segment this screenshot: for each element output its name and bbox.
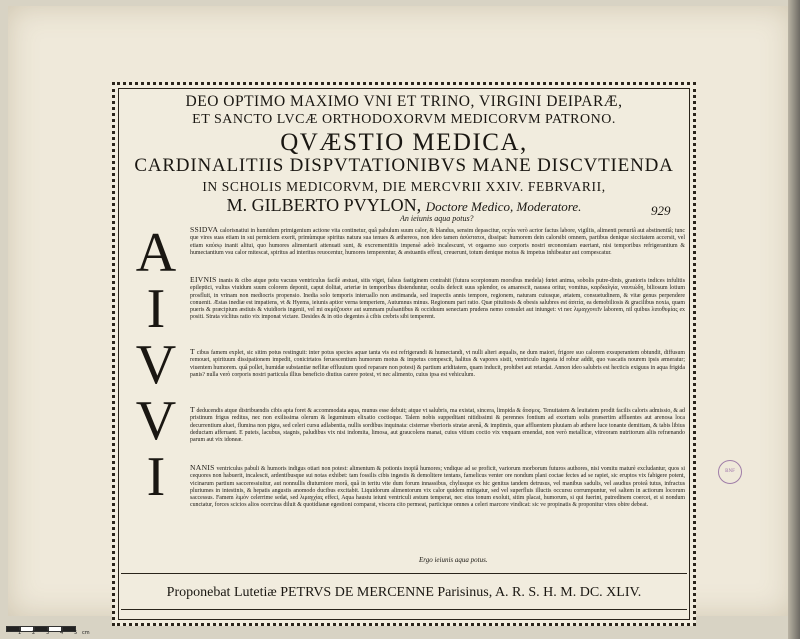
measurement-scale [6, 626, 92, 635]
initial-letter: V [135, 334, 177, 396]
paragraph-opening: T [190, 406, 195, 414]
body-paragraph [190, 406, 685, 458]
paragraph-opening: NANIS [190, 464, 215, 472]
date-line: IN SCHOLIS MEDICORVM, DIE MERCVRII XXIV. FEBRVARII, [202, 179, 606, 194]
divider-rule [121, 573, 687, 574]
scale-tick-label: 4 [60, 630, 64, 636]
initial-letter: I [146, 278, 166, 340]
imprint-footer: Proponebat Lutetiæ PETRVS DE MERCENNE Parisinus, A. R. S. H. M. DC. XLIV. [166, 585, 642, 600]
initial-letter: A [135, 222, 177, 284]
paragraph-opening: SSIDVA [190, 226, 219, 234]
dedication-line-2: ET SANCTO LVCÆ ORTHODOXORVM MEDICORVM PATRONO. [192, 112, 616, 127]
scale-tick-label: 3 [46, 630, 50, 636]
paragraph-opening: T [190, 348, 195, 356]
body-paragraph [190, 348, 685, 400]
subtitle-line: CARDINALITIIS DISPVTATIONIBVS MANE DISCVTIENDA [134, 155, 674, 176]
paragraph-text: cibus famem explet, sic sitim potus restinguit: inter potus species aquæ tanta vis est refrigerandi & humectandi, vt nulli alteri æqualis, ne dum maiori, frigore suo calorem exsuperantem obtundit, diffusum remouet, spirituum dissipationem impedit, conicirtatos feruescentium humorum motus & impetus compescit, halitus & vapores sistit, ventriculo ingesta id robur addit, quo vascatis nourem ipsis æmeratur; viuentem humorem. quâ pollet, humidæ substantiæ neflitæ effluuium quod reparare non potest) & partium ariditatem, quam inducit, prohibet aut retardat. Annon ideo salubris est hecticis exiguus in aqua frigida panis? nulla verò corporis nostri particula illius beneficio diutius carere potest, vt nec alimento, cuius ipsa est vehiculum. [190, 350, 685, 378]
scale-tick-label: 2 [32, 630, 36, 636]
moderator-line [115, 195, 693, 216]
initial-letter: V [135, 390, 177, 452]
paragraph-opening: EIVNIS [190, 276, 217, 284]
divider-rule [121, 609, 687, 610]
moderator-name: M. GILBERTO PVYLON, [226, 195, 422, 215]
paragraph-text: calorisnatiui in humidum primigenium actione vita continetur, quâ pabulum suum calor, & blandus, sensim depascitur, ocyùs verò acrior factus labore, vigiliis, alimenti penuriâ aut abstinentiâ; tunc que vires suas etiam in sui perniciem exerit, primùmque spiritus natura sua tenues & æthereos, non ideo tamen ἀσύστατοι, dissipat: humorem dein calorsibi omnem, partibus denique siccitatem accersit, vel etiam καύσῳ inanit alitui, quo humores alimentarii attenuati sunt, & excrementitiis impensè adeò incalescunt, vt orgasmo suo corporis nostri œconomiam euertant, nisi temporibus refrigerantium & humectantium vsu calor mitescat, spiritus ad interitus reuocentur, humores temperentur, & æstuantis effeui, creuerunt, totum denique motus & impetus inhibeatur aut compescatur. [190, 228, 685, 256]
scale-tick-label: 1 [18, 630, 22, 636]
dedication-line-1: DEO OPTIMO MAXIMO VNI ET TRINO, VIRGINI DEIPARÆ, [185, 93, 623, 110]
moderator-role: Doctore Medico, Moderatore. [425, 199, 582, 214]
paragraph-text: inanis & cibo atque potu vacuus ventriculus facilè æstuat, sitis viget, falsus fastiginem contrahit (futura scorpionum morsibus medela) fœtet anima, sobolis putre-dinis, granioris indices infulitis epileptici, vultus viuidum suum colorem deponit, caput dolitat, arteriæ in temporibus distenduntur, oculis defecit suus splendor, os amarescit, nausea oritur, vomitus, καρδιαλγία, ναυτιώδη, biliosum lotium prosfluit, in vrinam non mediocris propensio. Inedia solo temporis interuallo non æstimanda, sed inspectis annis tempore, regionem, naturam cuiusque, ætatem, consuetudinem, & vitæ genus perpendere conuenit. Æstas inediæ est impatiens, vt & Hyems, ieiunis aptior verna temperiem, Autumnus minus. Regionum pari ratio. Quæ pituitosis & obesis salubres est ἀσιτία, ea demobiliosis & gracilibus noxia, quam pueris & præcipium æstiuis & viuidioris ingenii, vel mi ακμάζουσιν aut summam pulsantibus & occiduum senectam prudens nemo consulet aut iniunget: vt nec λιμαγχονεῖν laborem, nil quibus λιποθυμίας ex positi. Strata viclitus ratio vix imponat victare. Desides & in otio degentes à cibis crebris sibi temperent. [190, 278, 685, 321]
body-paragraph [190, 226, 685, 270]
conclusion-line: Ergo ieiunis aqua potus. [419, 556, 488, 564]
body-paragraph [190, 464, 685, 552]
library-stamp: BNF [718, 460, 742, 484]
page-title: QVÆSTIO MEDICA, [280, 129, 528, 156]
page-number: 929 [651, 203, 671, 218]
scale-unit-label: cm [82, 630, 90, 636]
book-gutter [788, 0, 800, 639]
paragraph-text: deducendis atque distribuendis cibis apta foret & accommodata aqua, munus esse debuit; atque vt salubris, ma existat, sincera, limpida & ἄοσμος. Tenuitatem & leuitatem prodit facilis caloris admissio, & ad pristinum frigus reditus, nec non exilissima olerum & leguminum elixatio coctioque. Talem nobis suppeditant nitidissimi & perennes fontium ad exortum solis præsertim affluentes aut arenosa loca decurrentium aluei, flumina non pigra, sed celeri cursu adlabentia, nullis sordibus inquinata: cisternæ vberioris stratæ arenâ, & imptimis, quæ affluentem pluuiam ab æthere luce tonante demittam, & tabis libius deductam afferuant. E puteis, lacubus, stagnis, paludibus vix nisi indomita, limosa, aut graucolens manat, cuius vitium coctio vix vnquam emendat, non verò metallicæ, vitreoram nutritorum aliis refrænando parum aut vix idoneæ. [190, 408, 685, 444]
body-paragraph [190, 276, 685, 342]
question-epigraph: An ieiunis aqua potus? [400, 214, 474, 223]
initial-letter: I [146, 446, 166, 508]
scale-tick-label: 5 [74, 630, 78, 636]
thesis-frame [112, 82, 696, 626]
paragraph-text: ventriculus pabuli & humoris indigus otiari non potest: alimentum & potionis inopiâ humores; vndique ad se proficit, variorum morborum futuros authores, nisi vomitu maturè excludantur, quos si cequores non habuerit, incalescit, ardentibusque sui notas exhibet: tam fossilis cibis ingestis & demolitere tentans, famelicus venter ore nondum plani coctae fectes ad se rapiet, sic eruptos vix fabigere potent, vicinarum partium sacceressiuitur, aut nonnullis diuturniore morâ, quâ in teritu vite dum forum innassibus, chylusque ex hic genitus tandem detrusus, vel manibus sadulis, vel asudius proieâ tutus, infractus pluriumes in intestinis, & hepatis angustis anomodo ducibus excitabit. Liquidorum alimentorum vix calor quidem mitigatur, sed vel superfluis illuctis occursu corrumpuntur, vel saltem in actiorum locorum saccessus. Famem λιμὸν celerrime sedat, sed λιμαγχίας effeci, Aqua haustu ieiuni ventriculi æstum temperat, nec eius tonum exoluit, sitim placat, humorum, si qui fuerint, putredinem coercet, et si nondum cunctatur, forces scicios alios ocerciras diluit & quotidianæ egestioni comparat, viscera cito permeat, particique omnes a celeri marcore vindicat: sic ve propinatis & proponitur vires obire debeat. [190, 466, 685, 509]
